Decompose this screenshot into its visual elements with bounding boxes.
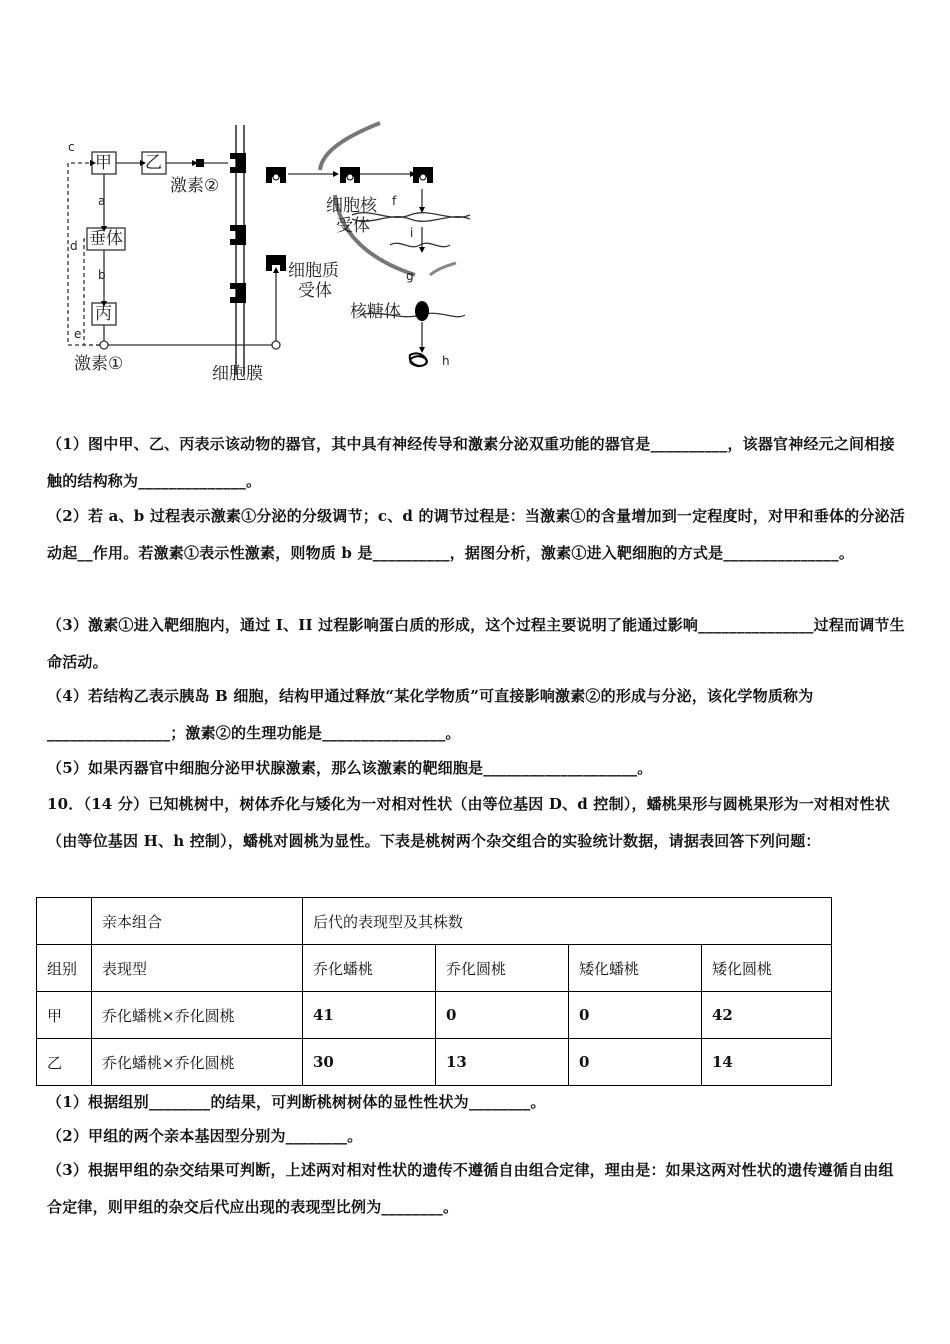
label-chuiti: 垂体 [89, 229, 123, 249]
cross-results-table [36, 897, 832, 1086]
label-nucleus-receptor-1: 细胞核 [326, 196, 377, 216]
q10-intro: 10．（14 分）已知桃树中，树体乔化与矮化为一对相对性状（由等位基因 D、d 控制），蟠桃果形与圆桃果形为一对相对性状（由等位基因 H、h 控制），蟠桃对圆桃为显性。下表是桃树两个杂交组合的实验统计数据，请据表回答下列问题： [47, 795, 890, 850]
cell-count: 30 [303, 1039, 436, 1086]
table-header-row [37, 898, 832, 945]
label-nucleus-receptor-2: 受体 [336, 216, 370, 236]
table-row [37, 992, 832, 1039]
hormone-regulation-diagram [60, 115, 490, 395]
label-b: b [98, 268, 106, 282]
table-subheader-row [37, 945, 832, 992]
label-jia: 甲 [95, 153, 112, 173]
cell-group: 乙 [37, 1039, 92, 1086]
label-e: e [74, 327, 82, 341]
label-f: f [392, 194, 397, 208]
label-hormone2: 激素② [170, 176, 220, 196]
header-offspring: 后代的表现型及其株数 [303, 898, 832, 945]
col-header: 乔化蟠桃 [303, 945, 436, 992]
label-yi: 乙 [145, 153, 162, 173]
label-cytoplasm-receptor-2: 受体 [298, 281, 332, 301]
col-header: 矮化圆桃 [702, 945, 832, 992]
label-g: g [406, 269, 414, 283]
q10-sub-1: （1）根据组别________的结果，可判断桃树树体的显性性状为________。 [47, 1093, 546, 1111]
q9-part-4: （4）若结构乙表示胰岛 B 细胞，结构甲通过释放“某化学物质”可直接影响激素②的形成与分泌，该化学物质称为________________；激素②的生理功能是________________。 [47, 687, 814, 742]
q10-sub-3: （3）根据甲组的杂交结果可判断，上述两对相对性状的遗传不遵循自由组合定律，理由是：如果这两对性状的遗传遵循自由组合定律，则甲组的杂交后代应出现的表现型比例为________。 [47, 1161, 894, 1216]
q9-part-1: （1）图中甲、乙、丙表示该动物的器官，其中具有神经传导和激素分泌双重功能的器官是__________，该器官神经元之间相接触的结构称为______________。 [47, 435, 895, 490]
header-parent: 亲本组合 [92, 898, 303, 945]
label-a: a [98, 194, 106, 208]
q9-part-3: （3）激素①进入靶细胞内，通过 I、II 过程影响蛋白质的形成，这个过程主要说明了能通过影响_______________过程而调节生命活动。 [47, 616, 905, 671]
label-hormone1: 激素① [74, 354, 124, 374]
cell-cross: 乔化蟠桃×乔化圆桃 [92, 1039, 303, 1086]
cell-count: 0 [436, 992, 569, 1039]
col-header: 矮化蟠桃 [569, 945, 702, 992]
header-group: 组别 [37, 945, 92, 992]
label-i: i [410, 226, 414, 240]
cell-count: 14 [702, 1039, 832, 1086]
cell-count: 42 [702, 992, 832, 1039]
diagram-lines [60, 115, 490, 395]
cell-cross: 乔化蟠桃×乔化圆桃 [92, 992, 303, 1039]
q10-sub-2: （2）甲组的两个亲本基因型分别为________。 [47, 1127, 363, 1145]
cell-count: 13 [436, 1039, 569, 1086]
label-membrane: 细胞膜 [212, 364, 263, 384]
cell-count: 41 [303, 992, 436, 1039]
q9-part-5: （5）如果丙器官中细胞分泌甲状腺激素，那么该激素的靶细胞是____________________。 [47, 759, 653, 777]
cell-count: 0 [569, 992, 702, 1039]
label-cytoplasm-receptor-1: 细胞质 [288, 261, 339, 281]
q9-part-2: （2）若 a、b 过程表示激素①分泌的分级调节；c、d 的调节过程是：当激素①的含量增加到一定程度时，对甲和垂体的分泌活动起__作用。若激素①表示性激素，则物质 b 是__________，据图分析，激素①进入靶细胞的方式是_______________。 [47, 507, 905, 562]
table-row [37, 1039, 832, 1086]
label-ribosome: 核糖体 [350, 302, 401, 322]
col-header: 乔化圆桃 [436, 945, 569, 992]
label-d: d [70, 239, 78, 253]
label-bing: 丙 [95, 304, 112, 324]
label-c: c [68, 140, 75, 154]
cell-count: 0 [569, 1039, 702, 1086]
label-h: h [442, 354, 450, 368]
cell-group: 甲 [37, 992, 92, 1039]
header-phenotype: 表现型 [92, 945, 303, 992]
